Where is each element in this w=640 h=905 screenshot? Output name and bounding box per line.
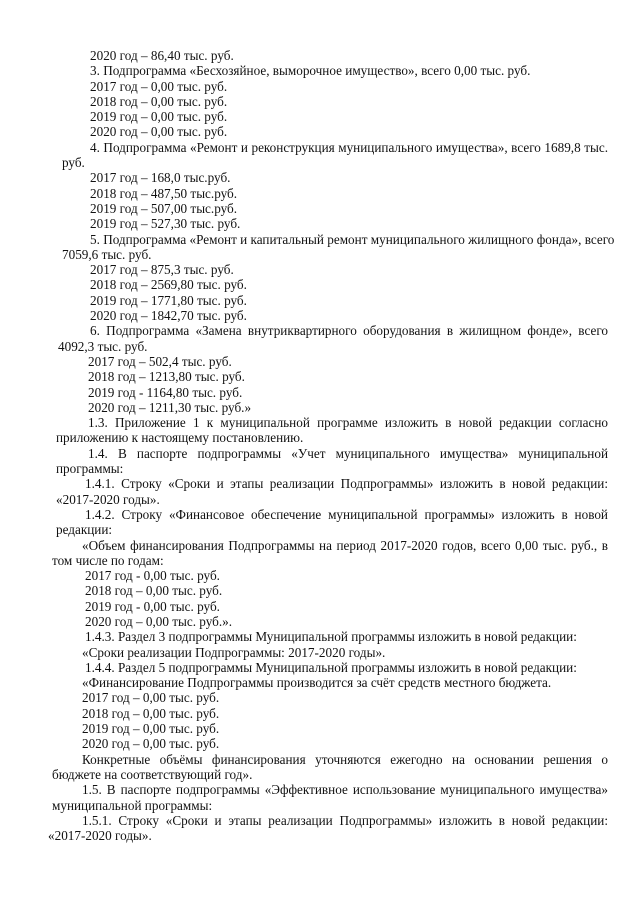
text-line: 2019 год – 507,00 тыс.руб.: [90, 200, 238, 216]
text-line: 2020 год – 1211,30 тыс. руб.»: [88, 399, 252, 415]
text-line: «Финансирование Подпрограммы производится за счёт средств местного бюджета.: [82, 675, 552, 691]
text-line: 2017 год – 502,4 тыс. руб.: [88, 353, 232, 369]
text-line: 2020 год – 0,00 тыс. руб.: [90, 124, 228, 140]
text-line: 2020 год – 1842,70 тыс. руб.: [90, 308, 247, 324]
text-line: 2018 год – 2569,80 тыс. руб.: [90, 277, 247, 293]
text-line: 2019 год – 0,00 тыс. руб.: [90, 109, 228, 125]
text-line: 1.3. Приложение 1 к муниципальной программе изложить в новой редакции согласно: [88, 415, 608, 431]
text-line: 4092,3 тыс. руб.: [58, 338, 148, 354]
text-line: 1.5.1. Строку «Сроки и этапы реализации Подпрограммы» изложить в новой редакции:: [82, 812, 608, 828]
text-line: «Сроки реализации Подпрограммы: 2017-2020 годы».: [82, 644, 386, 660]
text-line: «2017-2020 годы».: [48, 828, 152, 844]
text-line: приложению к настоящему постановлению.: [56, 430, 304, 446]
text-line: 2019 год - 0,00 тыс. руб.: [85, 598, 220, 614]
text-line: «Объем финансирования Подпрограммы на период 2017-2020 годов, всего 0,00 тыс. руб., в: [82, 537, 608, 553]
text-line: 2018 год – 0,00 тыс. руб.: [90, 93, 228, 109]
text-line: 2019 год – 0,00 тыс. руб.: [82, 721, 220, 737]
text-line: 4. Подпрограмма «Ремонт и реконструкция муниципального имущества», всего 1689,8 тыс.: [90, 139, 608, 155]
text-line: 1.4.3. Раздел 3 подпрограммы Муниципальной программы изложить в новой редакции:: [85, 629, 577, 645]
text-line: 2020 год – 86,40 тыс. руб.: [90, 48, 234, 63]
text-line: 2017 год – 0,00 тыс. руб.: [90, 78, 228, 94]
text-line: 2017 год - 0,00 тыс. руб.: [85, 568, 220, 584]
text-line: «2017-2020 годы».: [56, 491, 160, 507]
text-line: 2020 год – 0,00 тыс. руб.».: [85, 613, 233, 629]
text-line: муниципальной программы:: [52, 797, 213, 813]
text-line: 1.4.4. Раздел 5 подпрограммы Муниципальной программы изложить в новой редакции:: [85, 659, 577, 675]
text-line: 2018 год – 487,50 тыс.руб.: [90, 185, 238, 201]
text-line: бюджете на соответствующий год».: [52, 766, 253, 782]
text-line: 1.5. В паспорте подпрограммы «Эффективное использование муниципального имущества»: [82, 782, 608, 798]
text-line: руб.: [62, 155, 85, 171]
text-line: 2019 год - 1164,80 тыс. руб.: [88, 384, 243, 400]
text-line: 2018 год – 1213,80 тыс. руб.: [88, 369, 245, 385]
text-line: 1.4.2. Строку «Финансовое обеспечение муниципальной программы» изложить в новой: [85, 506, 608, 522]
text-line: том числе по годам:: [52, 552, 164, 568]
text-line: редакции:: [56, 522, 113, 538]
text-line: Конкретные объёмы финансирования уточняются ежегодно на основании решения о: [82, 751, 608, 767]
text-line: 2017 год – 875,3 тыс. руб.: [90, 262, 234, 278]
text-line: 1.4. В паспорте подпрограммы «Учет муниципального имущества» муниципальной: [88, 445, 608, 461]
text-line: 7059,6 тыс. руб.: [62, 246, 152, 262]
text-line: 2019 год – 1771,80 тыс. руб.: [90, 292, 247, 308]
text-line: 2017 год – 168,0 тыс.руб.: [90, 170, 231, 186]
text-line: 2018 год – 0,00 тыс. руб.: [85, 583, 223, 599]
text-line: 3. Подпрограмма «Бесхозяйное, выморочное имущество», всего 0,00 тыс. руб.: [90, 63, 531, 79]
text-line: 1.4.1. Строку «Сроки и этапы реализации Подпрограммы» изложить в новой редакции:: [85, 476, 608, 492]
text-line: 6. Подпрограмма «Замена внутриквартирного оборудования в жилищном фонде», всего: [90, 323, 608, 339]
text-line: 2017 год – 0,00 тыс. руб.: [82, 690, 220, 706]
text-line: 5. Подпрограмма «Ремонт и капитальный ремонт муниципального жилищного фонда», всего: [90, 231, 615, 247]
text-line: 2018 год – 0,00 тыс. руб.: [82, 705, 220, 721]
text-line: программы:: [56, 461, 124, 477]
text-line: 2020 год – 0,00 тыс. руб.: [82, 736, 220, 752]
text-line: 2019 год – 527,30 тыс. руб.: [90, 216, 241, 232]
